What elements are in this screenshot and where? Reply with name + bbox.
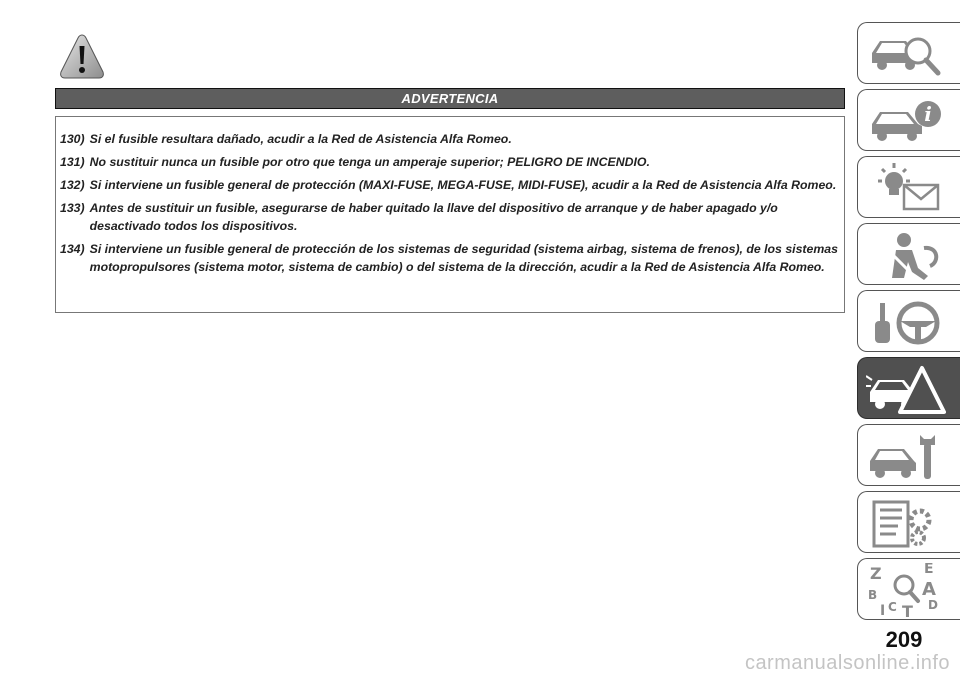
note-text: Si interviene un fusible general de protección de los sistemas de seguridad (sistema airbag, sistema de frenos), de los sistemas motopropulsores (sistema motor, sistema de cambio) o del sistema de la dirección, acudir a la Red de Asistencia Alfa Romeo. — [89, 242, 838, 274]
note-number: 130 ) — [60, 130, 85, 148]
svg-text:i: i — [924, 102, 932, 126]
warning-header: ADVERTENCIA — [55, 88, 845, 109]
index-letter: D — [928, 598, 938, 612]
tab-warning-lights[interactable] — [857, 156, 960, 218]
tab-car-search[interactable] — [857, 22, 960, 84]
car-maintenance-icon — [866, 429, 946, 483]
note-number: 132 ) — [60, 176, 85, 194]
note-132 — [60, 176, 840, 194]
note-131 — [60, 153, 840, 171]
note-number: 133 ) — [60, 199, 85, 235]
note-130 — [60, 130, 840, 148]
index-letter: Z — [870, 564, 882, 583]
car-search-icon — [866, 27, 946, 81]
index-letter: C — [888, 600, 897, 614]
technical-data-icon — [866, 496, 946, 550]
note-text: No sustituir nunca un fusible por otro que tenga un amperaje superior; PELIGRO DE INCENDIO. — [89, 155, 650, 169]
key-steering-wheel-icon — [866, 295, 946, 349]
note-text: Si interviene un fusible general de protección (MAXI-FUSE, MEGA-FUSE, MIDI-FUSE), acudir a la Red de Asistencia Alfa Romeo. — [89, 178, 837, 192]
tab-driving[interactable] — [857, 290, 960, 352]
note-number: 131 ) — [60, 153, 85, 171]
note-number: 134 ) — [60, 240, 85, 276]
index-letter: T — [902, 602, 913, 617]
index-letter: I — [880, 603, 886, 617]
warning-triangle-icon — [58, 32, 106, 82]
note-133 — [60, 199, 840, 235]
note-text: Antes de sustituir un fusible, asegurarse de haber quitado la llave del dispositivo de arranque y de haber apagado y/o desactivado todos los dispositivos. — [89, 201, 778, 233]
tab-index[interactable] — [857, 558, 960, 620]
index-letters-icon — [866, 563, 946, 617]
warning-notes-box — [55, 116, 845, 313]
tab-car-info[interactable] — [857, 89, 960, 151]
note-134 — [60, 240, 840, 276]
page-number: 209 — [885, 627, 923, 652]
note-text: Si el fusible resultara dañado, acudir a la Red de Asistencia Alfa Romeo. — [89, 132, 512, 146]
index-letter: B — [868, 588, 878, 602]
watermark: carmanualsonline.info — [744, 652, 950, 674]
tab-maintenance[interactable] — [857, 424, 960, 486]
seatbelt-airbag-icon — [866, 228, 946, 282]
index-letter: E — [924, 563, 934, 577]
car-info-icon — [866, 94, 946, 148]
tab-emergency[interactable] — [857, 357, 960, 419]
warning-light-message-icon — [866, 161, 946, 215]
car-emergency-icon — [866, 362, 946, 416]
tab-technical-data[interactable] — [857, 491, 960, 553]
index-letter: A — [922, 579, 936, 600]
tab-safety[interactable] — [857, 223, 960, 285]
